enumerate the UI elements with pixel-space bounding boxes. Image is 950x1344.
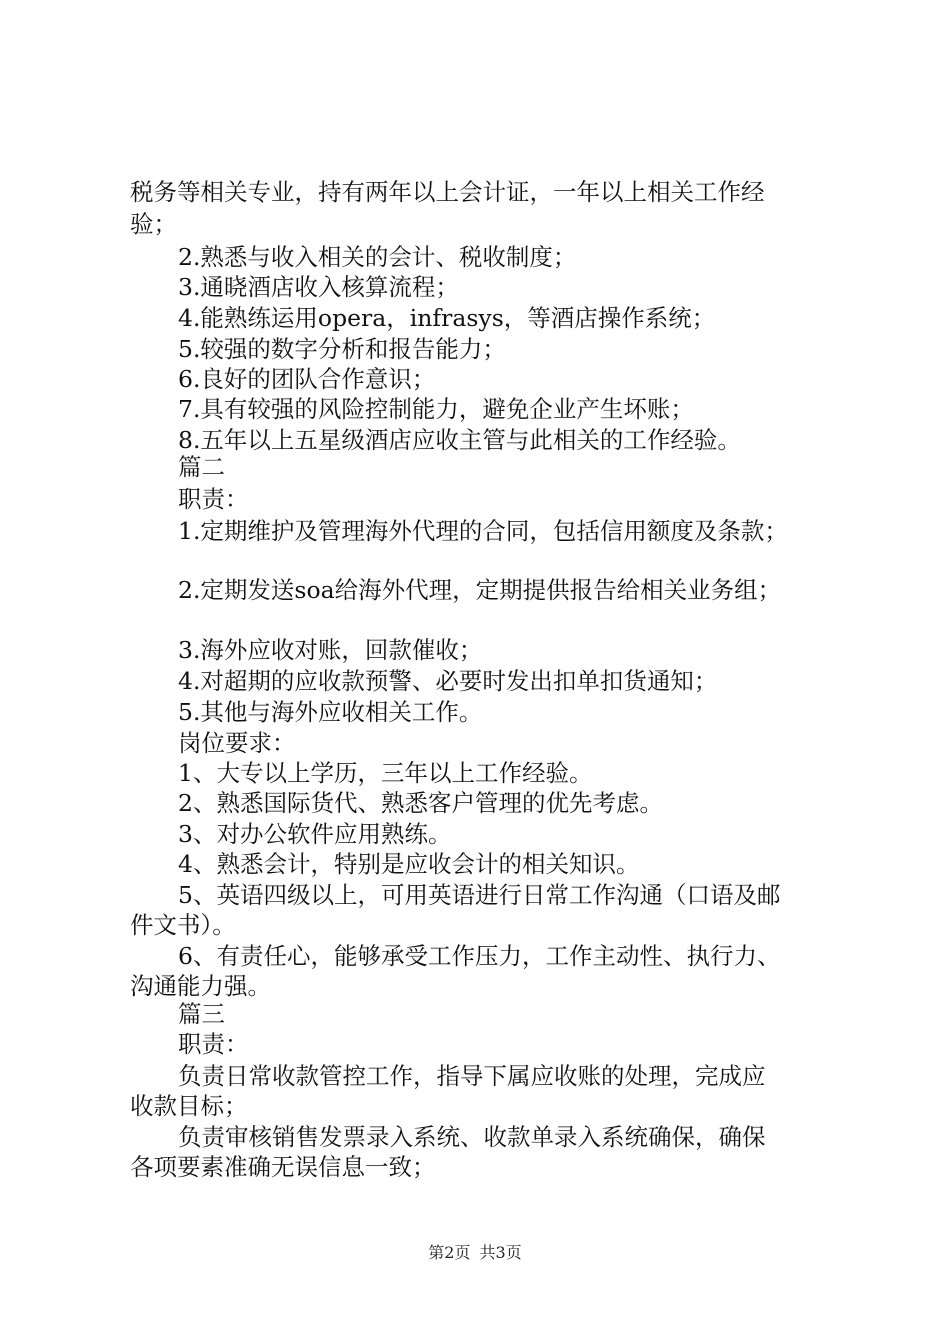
section-heading: 篇三 xyxy=(178,1000,225,1028)
text-line: 1、大专以上学历，三年以上工作经验。 xyxy=(178,759,593,787)
text-line: 6、有责任心，能够承受工作压力，工作主动性、执行力、 xyxy=(178,942,781,970)
text-line: 3、对办公软件应用熟练。 xyxy=(178,820,452,848)
text-line: 收款目标； xyxy=(130,1092,248,1120)
section-label: 职责： xyxy=(178,1030,249,1058)
text-line: 4.对超期的应收款预警、必要时发出扣单扣货通知； xyxy=(178,667,718,695)
text-line: 6.良好的团队合作意识； xyxy=(178,365,436,393)
page-number: 第2页 xyxy=(428,1243,471,1262)
text-line: 验； xyxy=(130,210,177,238)
text-line: 负责日常收款管控工作，指导下属应收账的处理，完成应 xyxy=(178,1062,766,1090)
text-line: 负责审核销售发票录入系统、收款单录入系统确保，确保 xyxy=(178,1123,766,1151)
text-line: 5.较强的数字分析和报告能力； xyxy=(178,335,506,363)
text-line: 2.定期发送soa给海外代理，定期提供报告给相关业务组； xyxy=(178,576,782,604)
section-heading: 篇二 xyxy=(178,453,225,481)
section-label: 岗位要求： xyxy=(178,729,296,757)
text-line: 7.具有较强的风险控制能力，避免企业产生坏账； xyxy=(178,395,694,423)
text-line: 税务等相关专业，持有两年以上会计证，一年以上相关工作经 xyxy=(130,178,765,206)
text-line: 8.五年以上五星级酒店应收主管与此相关的工作经验。 xyxy=(178,426,741,454)
text-line: 各项要素准确无误信息一致； xyxy=(130,1153,436,1181)
text-line: 3.通晓酒店收入核算流程； xyxy=(178,273,459,301)
section-label: 职责： xyxy=(178,485,249,513)
text-line: 5、英语四级以上，可用英语进行日常工作沟通（口语及邮 xyxy=(178,881,781,909)
text-line: 2、熟悉国际货代、熟悉客户管理的优先考虑。 xyxy=(178,789,663,817)
text-line: 沟通能力强。 xyxy=(130,972,271,1000)
text-line: 5.其他与海外应收相关工作。 xyxy=(178,698,483,726)
text-line: 件文书）。 xyxy=(130,911,236,939)
text-line: 4、熟悉会计，特别是应收会计的相关知识。 xyxy=(178,850,640,878)
page-footer xyxy=(0,1242,950,1264)
text-line: 2.熟悉与收入相关的会计、税收制度； xyxy=(178,243,577,271)
text-line: 3.海外应收对账，回款催收； xyxy=(178,636,483,664)
text-line: 1.定期维护及管理海外代理的合同，包括信用额度及条款； xyxy=(178,517,788,545)
text-line: 4.能熟练运用opera，infrasys，等酒店操作系统； xyxy=(178,304,716,332)
page-total: 共3页 xyxy=(479,1243,522,1262)
